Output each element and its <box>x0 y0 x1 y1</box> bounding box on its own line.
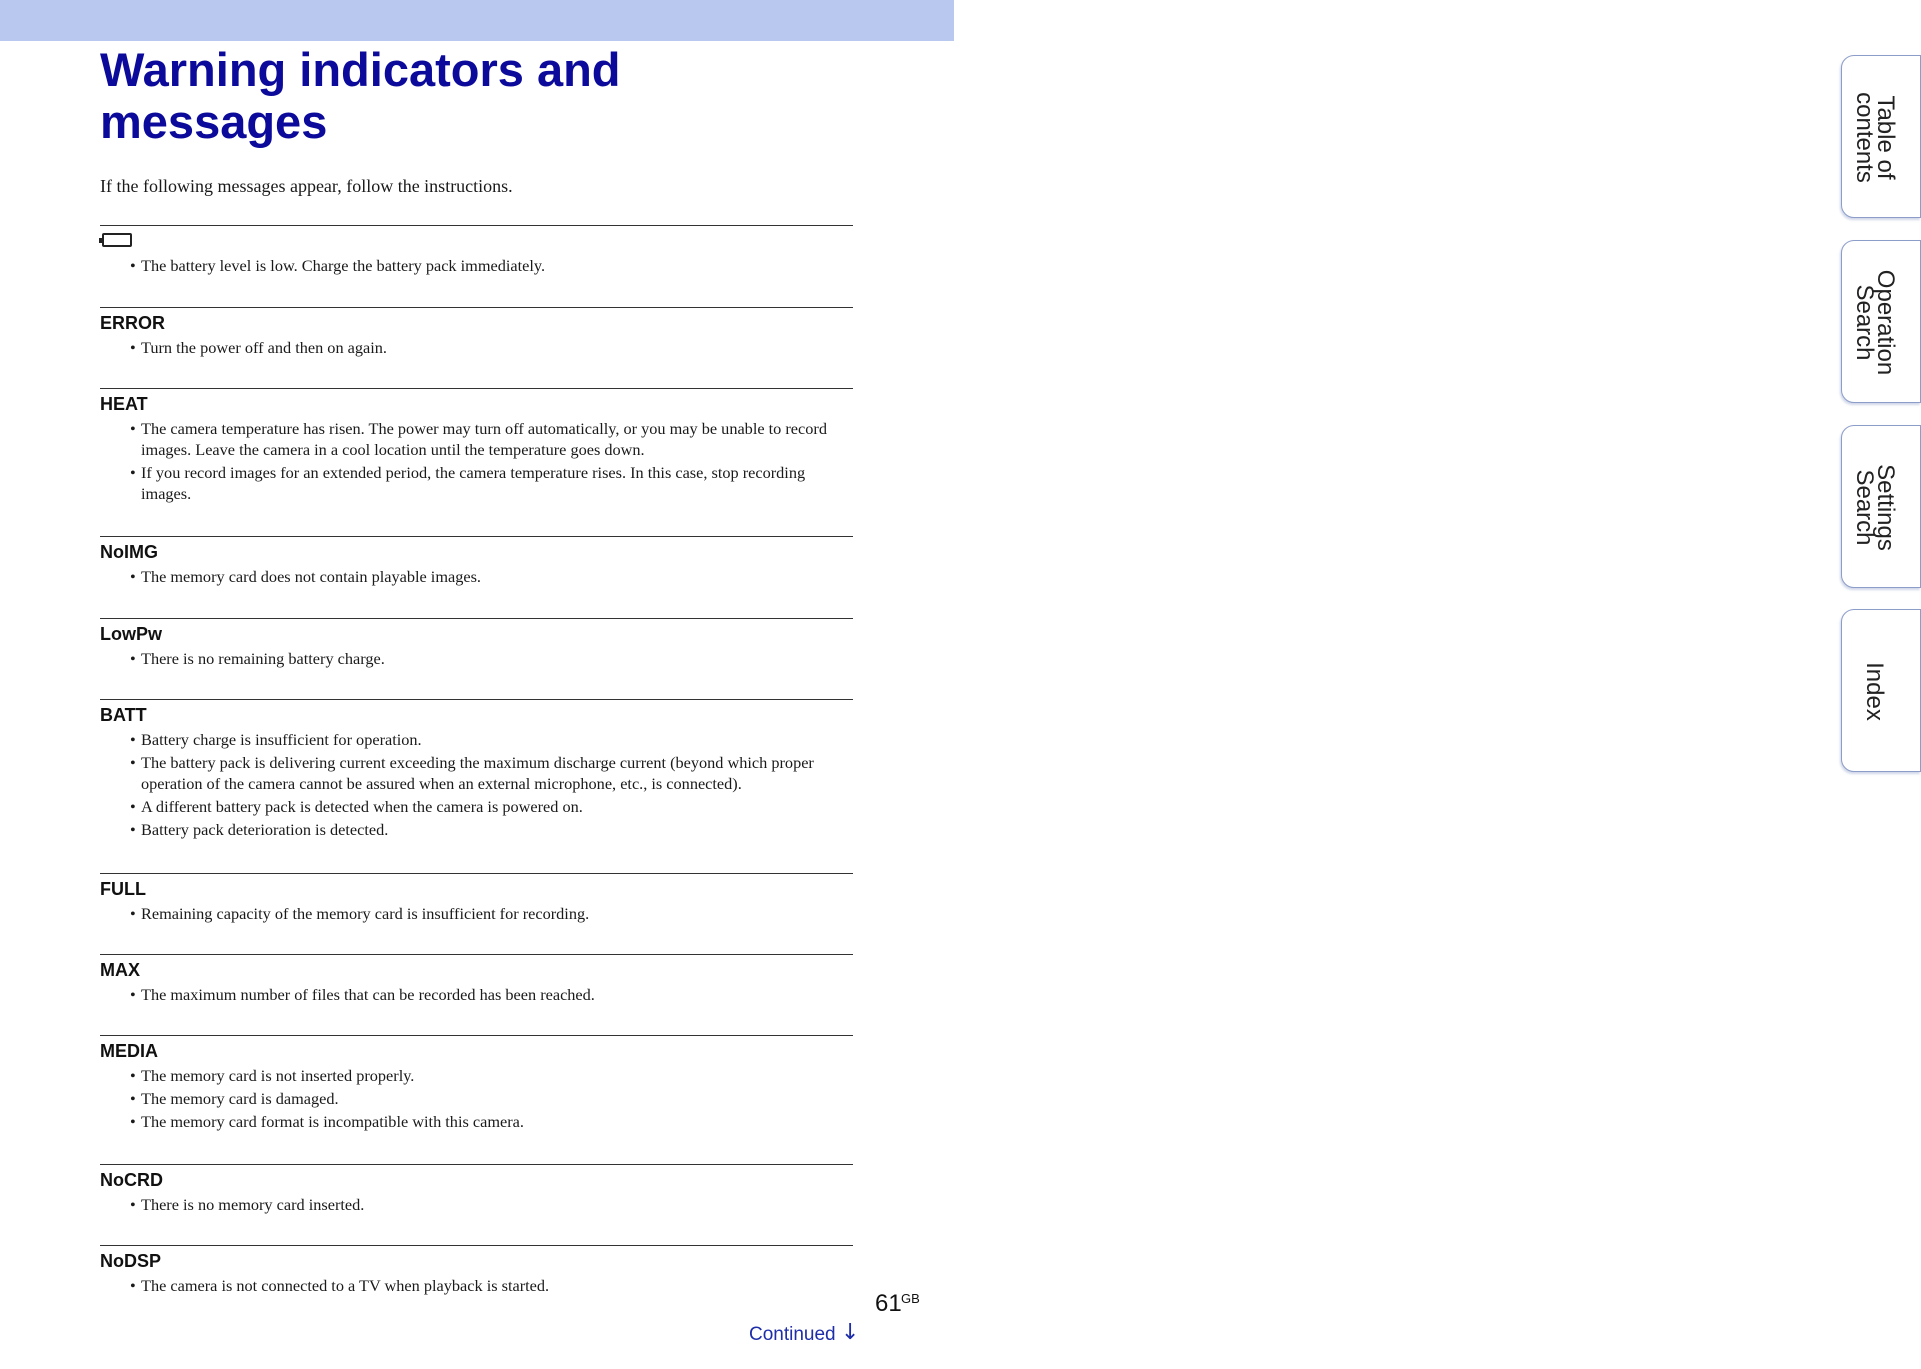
tab-settings-search[interactable] <box>1841 425 1921 588</box>
arrow-down-icon[interactable]: ↓ <box>841 1320 860 1345</box>
tab-label: Table of contents <box>1851 92 1899 183</box>
instruction-item: • If you record images for an extended period, the camera temperature rises. In this case, stop recording images. <box>130 462 853 504</box>
instruction-list <box>100 984 853 1005</box>
warning-heading: MEDIA <box>100 1041 158 1061</box>
tab-label: Settings Search <box>1851 464 1899 551</box>
warning-heading: LowPw <box>100 624 162 644</box>
warning-heading: HEAT <box>100 394 148 414</box>
warning-heading <box>100 231 853 251</box>
instruction-list <box>100 648 853 669</box>
instruction-item: • Remaining capacity of the memory card is insufficient for recording. <box>130 903 853 924</box>
instruction-item: • The camera temperature has risen. The power may turn off automatically, or you may be unable to record images. Leave the camera in a cool location until the temperature goes down. <box>130 418 853 460</box>
instruction-item: • The maximum number of files that can be recorded has been reached. <box>130 984 853 1005</box>
warning-section <box>100 954 853 1035</box>
instruction-list <box>100 729 853 840</box>
warning-heading: MAX <box>100 960 140 980</box>
instruction-item: • There is no remaining battery charge. <box>130 648 853 669</box>
warning-heading: NoCRD <box>100 1170 163 1190</box>
instruction-item: • The memory card is not inserted properly. <box>130 1065 853 1086</box>
continued-link[interactable]: Continued <box>749 1324 836 1345</box>
warning-section <box>100 1035 853 1164</box>
warning-section <box>100 1245 853 1325</box>
instruction-item: • A different battery pack is detected when the camera is powered on. <box>130 796 853 817</box>
page-suffix: GB <box>901 1291 920 1306</box>
warning-section <box>100 225 853 307</box>
tab-index[interactable] <box>1841 609 1921 772</box>
header-band <box>0 0 954 41</box>
instruction-item: • The memory card format is incompatible with this camera. <box>130 1111 853 1132</box>
instruction-item: • The memory card is damaged. <box>130 1088 853 1109</box>
instruction-list <box>100 566 853 587</box>
instruction-list <box>100 1065 853 1132</box>
warning-heading: NoDSP <box>100 1251 162 1271</box>
warning-list <box>100 225 853 1325</box>
instruction-list <box>100 1275 853 1296</box>
instruction-item: • The memory card does not contain playable images. <box>130 566 853 587</box>
instruction-item: • The battery level is low. Charge the battery pack immediately. <box>130 255 853 276</box>
tab-label: Operation Search <box>1851 269 1899 376</box>
warning-section <box>100 1164 853 1245</box>
warning-section <box>100 873 853 954</box>
instruction-list <box>100 1194 853 1215</box>
warning-section <box>100 618 853 699</box>
instruction-list <box>100 337 853 358</box>
instruction-item: • Battery charge is insufficient for operation. <box>130 729 853 750</box>
warning-section <box>100 536 853 618</box>
tab-label: Index <box>1861 662 1889 721</box>
instruction-item: • There is no memory card inserted. <box>130 1194 853 1215</box>
warning-section <box>100 388 853 536</box>
instruction-list <box>100 255 853 276</box>
warning-section <box>100 699 853 873</box>
battery-low-icon <box>102 233 132 247</box>
tab-table-of-contents[interactable] <box>1841 55 1921 218</box>
tab-operation-search[interactable] <box>1841 240 1921 403</box>
instruction-list <box>100 903 853 924</box>
warning-heading: BATT <box>100 705 147 725</box>
intro-text: If the following messages appear, follow the instructions. <box>100 176 513 196</box>
warning-heading: ERROR <box>100 313 166 333</box>
warning-heading: FULL <box>100 879 146 899</box>
warning-section <box>100 307 853 388</box>
instruction-item: • The battery pack is delivering current exceeding the maximum discharge current (beyond which proper operation of the camera cannot be assured when an external microphone, etc., is connected). <box>130 752 853 794</box>
instruction-item: • The camera is not connected to a TV when playback is started. <box>130 1275 853 1296</box>
page-number: 61 <box>875 1290 902 1317</box>
instruction-item: • Turn the power off and then on again. <box>130 337 853 358</box>
instruction-list <box>100 418 853 504</box>
instruction-item: • Battery pack deterioration is detected. <box>130 819 853 840</box>
warning-heading: NoIMG <box>100 542 158 562</box>
page-title: Warning indicators and messages <box>100 43 621 148</box>
